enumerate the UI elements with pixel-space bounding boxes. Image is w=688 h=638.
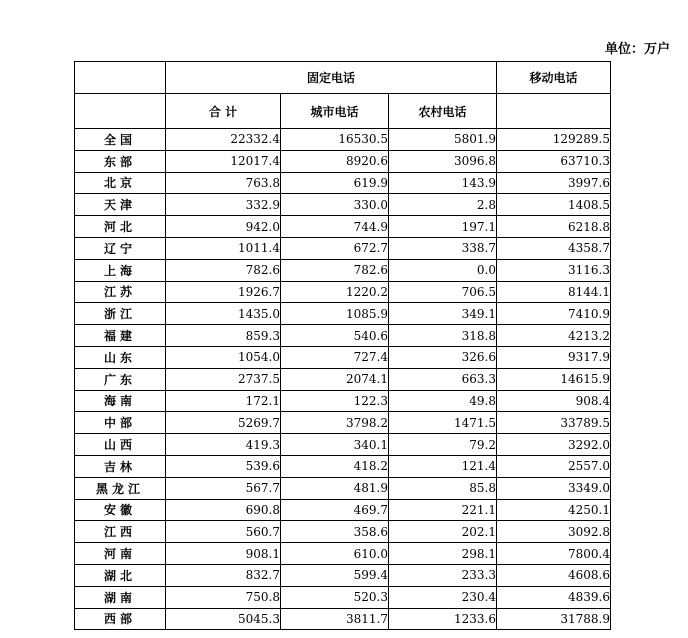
mobile-cell: 1408.5 xyxy=(497,194,611,216)
region-cell: 河南 xyxy=(75,543,166,565)
telephone-stats-table xyxy=(74,61,611,630)
region-cell: 全国 xyxy=(75,129,166,151)
rural-cell: 197.1 xyxy=(389,216,497,238)
table-row xyxy=(75,564,611,586)
rural-cell: 49.8 xyxy=(389,390,497,412)
mobile-cell: 129289.5 xyxy=(497,129,611,151)
urban-cell: 1085.9 xyxy=(281,303,389,325)
region-cell: 辽宁 xyxy=(75,237,166,259)
region-cell: 山西 xyxy=(75,434,166,456)
mobile-cell: 31788.9 xyxy=(497,608,611,630)
table-row xyxy=(75,543,611,565)
urban-cell: 3811.7 xyxy=(281,608,389,630)
rural-cell: 298.1 xyxy=(389,543,497,565)
mobile-cell: 14615.9 xyxy=(497,368,611,390)
region-cell: 西部 xyxy=(75,608,166,630)
table-row xyxy=(75,325,611,347)
unit-label: 单位：万户 xyxy=(604,42,670,57)
region-cell: 北京 xyxy=(75,172,166,194)
urban-cell: 727.4 xyxy=(281,346,389,368)
table-row xyxy=(75,172,611,194)
urban-cell: 610.0 xyxy=(281,543,389,565)
urban-cell: 2074.1 xyxy=(281,368,389,390)
table-row xyxy=(75,368,611,390)
mobile-cell: 3997.6 xyxy=(497,172,611,194)
table-row xyxy=(75,194,611,216)
region-cell: 广东 xyxy=(75,368,166,390)
urban-cell: 3798.2 xyxy=(281,412,389,434)
urban-cell: 358.6 xyxy=(281,521,389,543)
mobile-cell: 8144.1 xyxy=(497,281,611,303)
total-cell: 419.3 xyxy=(166,434,281,456)
rural-cell: 233.3 xyxy=(389,564,497,586)
rural-cell: 85.8 xyxy=(389,477,497,499)
mobile-cell: 3292.0 xyxy=(497,434,611,456)
urban-cell: 481.9 xyxy=(281,477,389,499)
rural-cell: 0.0 xyxy=(389,259,497,281)
table-row xyxy=(75,346,611,368)
mobile-cell: 7800.4 xyxy=(497,543,611,565)
table-body xyxy=(75,129,611,630)
rural-cell: 121.4 xyxy=(389,455,497,477)
mobile-cell: 3116.3 xyxy=(497,259,611,281)
table-row xyxy=(75,216,611,238)
rural-cell: 338.7 xyxy=(389,237,497,259)
region-cell: 海南 xyxy=(75,390,166,412)
header-blank-cell xyxy=(75,94,166,129)
total-cell: 22332.4 xyxy=(166,129,281,151)
rural-cell: 318.8 xyxy=(389,325,497,347)
header-urban: 城市电话 xyxy=(281,94,389,129)
rural-cell: 706.5 xyxy=(389,281,497,303)
rural-cell: 79.2 xyxy=(389,434,497,456)
urban-cell: 16530.5 xyxy=(281,129,389,151)
total-cell: 5269.7 xyxy=(166,412,281,434)
rural-cell: 349.1 xyxy=(389,303,497,325)
header-total: 合 计 xyxy=(166,94,281,129)
header-mobile-phone: 移动电话 xyxy=(497,62,611,94)
rural-cell: 326.6 xyxy=(389,346,497,368)
total-cell: 832.7 xyxy=(166,564,281,586)
region-cell: 福建 xyxy=(75,325,166,347)
mobile-cell: 4358.7 xyxy=(497,237,611,259)
table-row xyxy=(75,303,611,325)
header-row-sub xyxy=(75,94,611,129)
total-cell: 2737.5 xyxy=(166,368,281,390)
table-row xyxy=(75,237,611,259)
urban-cell: 599.4 xyxy=(281,564,389,586)
header-fixed-phone: 固定电话 xyxy=(166,62,497,94)
total-cell: 942.0 xyxy=(166,216,281,238)
region-cell: 黑龙江 xyxy=(75,477,166,499)
table-row xyxy=(75,455,611,477)
total-cell: 539.6 xyxy=(166,455,281,477)
total-cell: 763.8 xyxy=(166,172,281,194)
rural-cell: 663.3 xyxy=(389,368,497,390)
header-blank-cell xyxy=(75,62,166,94)
urban-cell: 782.6 xyxy=(281,259,389,281)
mobile-cell: 3092.8 xyxy=(497,521,611,543)
table-row xyxy=(75,521,611,543)
rural-cell: 5801.9 xyxy=(389,129,497,151)
total-cell: 1054.0 xyxy=(166,346,281,368)
total-cell: 332.9 xyxy=(166,194,281,216)
mobile-cell: 4839.6 xyxy=(497,586,611,608)
region-cell: 湖北 xyxy=(75,564,166,586)
urban-cell: 1220.2 xyxy=(281,281,389,303)
rural-cell: 3096.8 xyxy=(389,150,497,172)
table-row xyxy=(75,412,611,434)
urban-cell: 744.9 xyxy=(281,216,389,238)
rural-cell: 1471.5 xyxy=(389,412,497,434)
table-row xyxy=(75,259,611,281)
total-cell: 1926.7 xyxy=(166,281,281,303)
urban-cell: 469.7 xyxy=(281,499,389,521)
total-cell: 1435.0 xyxy=(166,303,281,325)
total-cell: 750.8 xyxy=(166,586,281,608)
region-cell: 浙江 xyxy=(75,303,166,325)
urban-cell: 340.1 xyxy=(281,434,389,456)
total-cell: 782.6 xyxy=(166,259,281,281)
region-cell: 江苏 xyxy=(75,281,166,303)
region-cell: 安徽 xyxy=(75,499,166,521)
region-cell: 江西 xyxy=(75,521,166,543)
rural-cell: 143.9 xyxy=(389,172,497,194)
table-row xyxy=(75,390,611,412)
table-row xyxy=(75,586,611,608)
total-cell: 908.1 xyxy=(166,543,281,565)
region-cell: 湖南 xyxy=(75,586,166,608)
header-row-top xyxy=(75,62,611,94)
total-cell: 12017.4 xyxy=(166,150,281,172)
mobile-cell: 33789.5 xyxy=(497,412,611,434)
table-row xyxy=(75,608,611,630)
region-cell: 河北 xyxy=(75,216,166,238)
rural-cell: 221.1 xyxy=(389,499,497,521)
urban-cell: 122.3 xyxy=(281,390,389,412)
region-cell: 上海 xyxy=(75,259,166,281)
mobile-cell: 4213.2 xyxy=(497,325,611,347)
total-cell: 5045.3 xyxy=(166,608,281,630)
table-row xyxy=(75,150,611,172)
mobile-cell: 3349.0 xyxy=(497,477,611,499)
urban-cell: 619.9 xyxy=(281,172,389,194)
region-cell: 天津 xyxy=(75,194,166,216)
urban-cell: 672.7 xyxy=(281,237,389,259)
urban-cell: 540.6 xyxy=(281,325,389,347)
mobile-cell: 9317.9 xyxy=(497,346,611,368)
header-rural: 农村电话 xyxy=(389,94,497,129)
mobile-cell: 7410.9 xyxy=(497,303,611,325)
mobile-cell: 4250.1 xyxy=(497,499,611,521)
total-cell: 690.8 xyxy=(166,499,281,521)
table-row xyxy=(75,499,611,521)
urban-cell: 418.2 xyxy=(281,455,389,477)
region-cell: 山东 xyxy=(75,346,166,368)
region-cell: 东部 xyxy=(75,150,166,172)
total-cell: 560.7 xyxy=(166,521,281,543)
table-row xyxy=(75,129,611,151)
rural-cell: 1233.6 xyxy=(389,608,497,630)
total-cell: 567.7 xyxy=(166,477,281,499)
region-cell: 中部 xyxy=(75,412,166,434)
total-cell: 859.3 xyxy=(166,325,281,347)
mobile-cell: 908.4 xyxy=(497,390,611,412)
urban-cell: 520.3 xyxy=(281,586,389,608)
rural-cell: 202.1 xyxy=(389,521,497,543)
mobile-cell: 63710.3 xyxy=(497,150,611,172)
table-row xyxy=(75,434,611,456)
rural-cell: 2.8 xyxy=(389,194,497,216)
mobile-cell: 4608.6 xyxy=(497,564,611,586)
total-cell: 1011.4 xyxy=(166,237,281,259)
urban-cell: 330.0 xyxy=(281,194,389,216)
mobile-cell: 6218.8 xyxy=(497,216,611,238)
mobile-cell: 2557.0 xyxy=(497,455,611,477)
table-row xyxy=(75,281,611,303)
urban-cell: 8920.6 xyxy=(281,150,389,172)
total-cell: 172.1 xyxy=(166,390,281,412)
rural-cell: 230.4 xyxy=(389,586,497,608)
region-cell: 吉林 xyxy=(75,455,166,477)
table-row xyxy=(75,477,611,499)
header-blank-cell xyxy=(497,94,611,129)
